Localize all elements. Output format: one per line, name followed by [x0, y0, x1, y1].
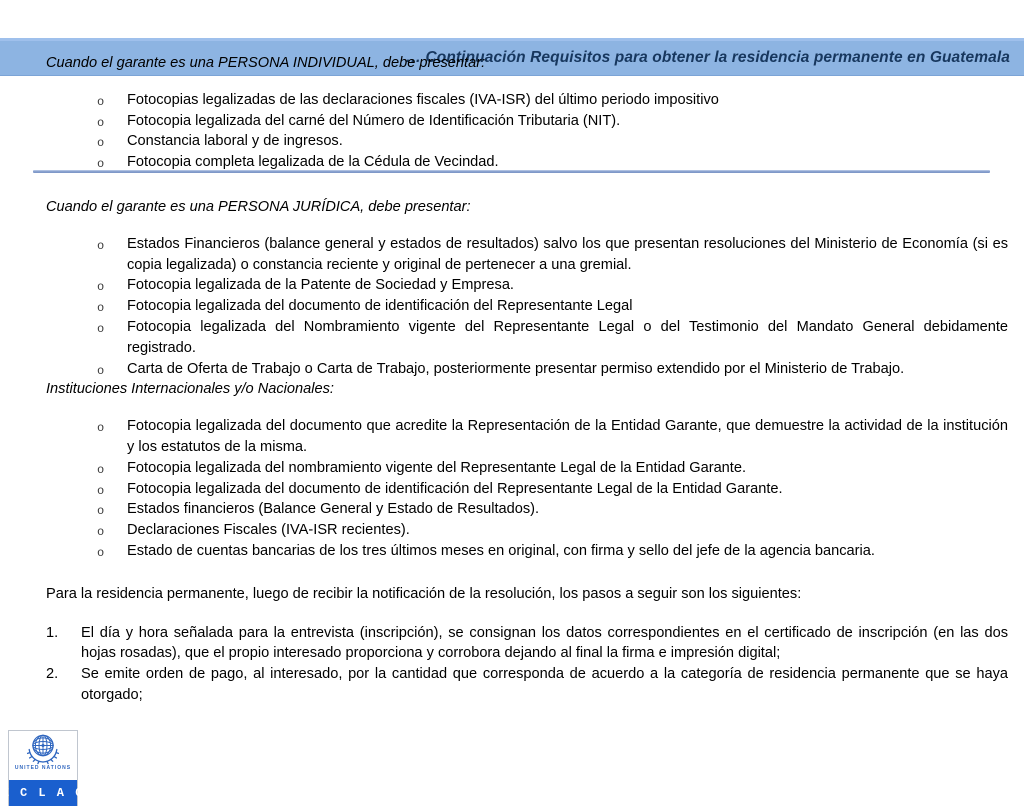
list-item	[46, 317, 1008, 359]
section-heading: Cuando el garante es una PERSONA JURÍDICA, debe presentar:	[46, 198, 471, 215]
un-logo-label: UNITED NATIONS	[14, 765, 72, 771]
bullet-item-text: Fotocopia legalizada del documento de identificación del Representante Legal	[127, 298, 633, 315]
list-item	[46, 131, 1008, 152]
list-item	[46, 623, 1008, 665]
bullet-item-text: Fotocopia legalizada del carné del Número de Identificación Tributaria (NIT).	[127, 112, 621, 129]
bullet-marker-icon: o	[97, 94, 105, 109]
bullet-item-text: Fotocopia legalizada del nombramiento vigente del Representante Legal de la Entidad Garante.	[127, 459, 747, 476]
bullet-marker-icon: o	[97, 301, 105, 316]
bullet-marker-icon: o	[97, 483, 105, 498]
bullet-item-text: Fotocopia legalizada de la Patente de Sociedad y Empresa.	[127, 277, 514, 294]
list-item	[46, 111, 1008, 132]
bullet-item-text: Fotocopia completa legalizada de la Cédula de Vecindad.	[127, 154, 499, 171]
bullet-list	[46, 416, 1008, 562]
list-item	[46, 541, 1008, 562]
slide-title: … Continuación Requisitos para obtener la residencia permanente en Guatemala	[405, 49, 1010, 66]
list-item	[46, 664, 1008, 706]
bullet-marker-icon: o	[97, 525, 105, 540]
list-item	[46, 499, 1008, 520]
bullet-marker-icon: o	[97, 238, 105, 253]
sections-container	[46, 53, 1008, 562]
bullet-list	[46, 90, 1008, 173]
bullet-marker-icon: o	[97, 136, 105, 151]
slide	[0, 38, 1024, 806]
list-item	[46, 296, 1008, 317]
bullet-marker-icon: o	[97, 421, 105, 436]
slide-body	[0, 38, 1024, 706]
bullet-marker-icon: o	[97, 157, 105, 172]
list-item	[46, 152, 1008, 173]
list-item	[46, 90, 1008, 111]
un-emblem-icon	[24, 732, 62, 766]
bullet-marker-icon: o	[97, 462, 105, 477]
bullet-item-text: Estados financieros (Balance General y Estado de Resultados).	[127, 501, 540, 518]
bullet-item-text: Fotocopia legalizada del documento que acredite la Representación de la Entidad Garante, que demuestre la actividad de la institución y los estatutos de la misma.	[127, 418, 1008, 455]
bullet-item-text: Fotocopia legalizada del documento de identificación del Representante Legal de la Entidad Garante.	[127, 480, 783, 497]
list-item	[46, 359, 1008, 380]
bullet-item-text: Constancia laboral y de ingresos.	[127, 133, 343, 150]
section-heading: Instituciones Internacionales y/o Nacionales:	[46, 381, 334, 398]
list-item	[46, 275, 1008, 296]
list-item	[46, 479, 1008, 500]
step-text: Se emite orden de pago, al interesado, por la cantidad que corresponda de acuerdo a la categoría de residencia permanente que se haya otorgado;	[81, 666, 1008, 703]
eclac-logo	[1, 730, 85, 806]
closing-paragraph: Para la residencia permanente, luego de recibir la notificación de la resolución, los pasos a seguir son los siguientes:	[46, 585, 802, 602]
bullet-item-text: Fotocopia legalizada del Nombramiento vigente del Representante Legal o del Testimonio del Mandato General debidamente registrado.	[127, 318, 1008, 356]
bullet-marker-icon: o	[97, 321, 105, 336]
bullet-marker-icon: o	[97, 115, 105, 130]
bullet-item-text: Carta de Oferta de Trabajo o Carta de Trabajo, posteriormente presentar permiso extendido por el Ministerio de Trabajo.	[127, 360, 905, 377]
step-number: 1.	[46, 624, 59, 641]
bullet-item-text: Fotocopias legalizadas de las declaraciones fiscales (IVA-ISR) del último periodo impositivo	[127, 91, 719, 108]
list-item	[46, 416, 1008, 458]
list-item	[46, 520, 1008, 541]
step-text: El día y hora señalada para la entrevista (inscripción), se consignan los datos correspondientes en el certificado de inscripción (en las dos hojas rosadas), que el propio interesado proporciona y corrobora dejando al final la firma e impresión digital;	[81, 624, 1008, 662]
bullet-item-text: Declaraciones Fiscales (IVA-ISR recientes).	[127, 522, 410, 539]
bullet-item-text: Estados Financieros (balance general y estados de resultados) salvo los que presentan resoluciones del Ministerio de Economía (si es copia legalizada) o constancia reciente y original de pertenecer a una gremial.	[127, 235, 1008, 273]
list-item	[46, 458, 1008, 479]
bullet-item-text: Estado de cuentas bancarias de los tres últimos meses en original, con firma y sello del jefe de la agencia bancaria.	[127, 542, 875, 559]
bullet-marker-icon: o	[97, 363, 105, 378]
bullet-marker-icon: o	[97, 504, 105, 519]
list-item	[46, 234, 1008, 276]
bullet-marker-icon: o	[97, 545, 105, 560]
section-heading: Cuando el garante es una PERSONA INDIVIDUAL, debe presentar:	[46, 55, 486, 71]
bullet-list	[46, 234, 1008, 380]
bullet-marker-icon: o	[97, 280, 105, 295]
step-number: 2.	[46, 666, 59, 683]
eclac-bar: E C L A C	[9, 780, 77, 806]
steps-list	[46, 623, 1008, 706]
